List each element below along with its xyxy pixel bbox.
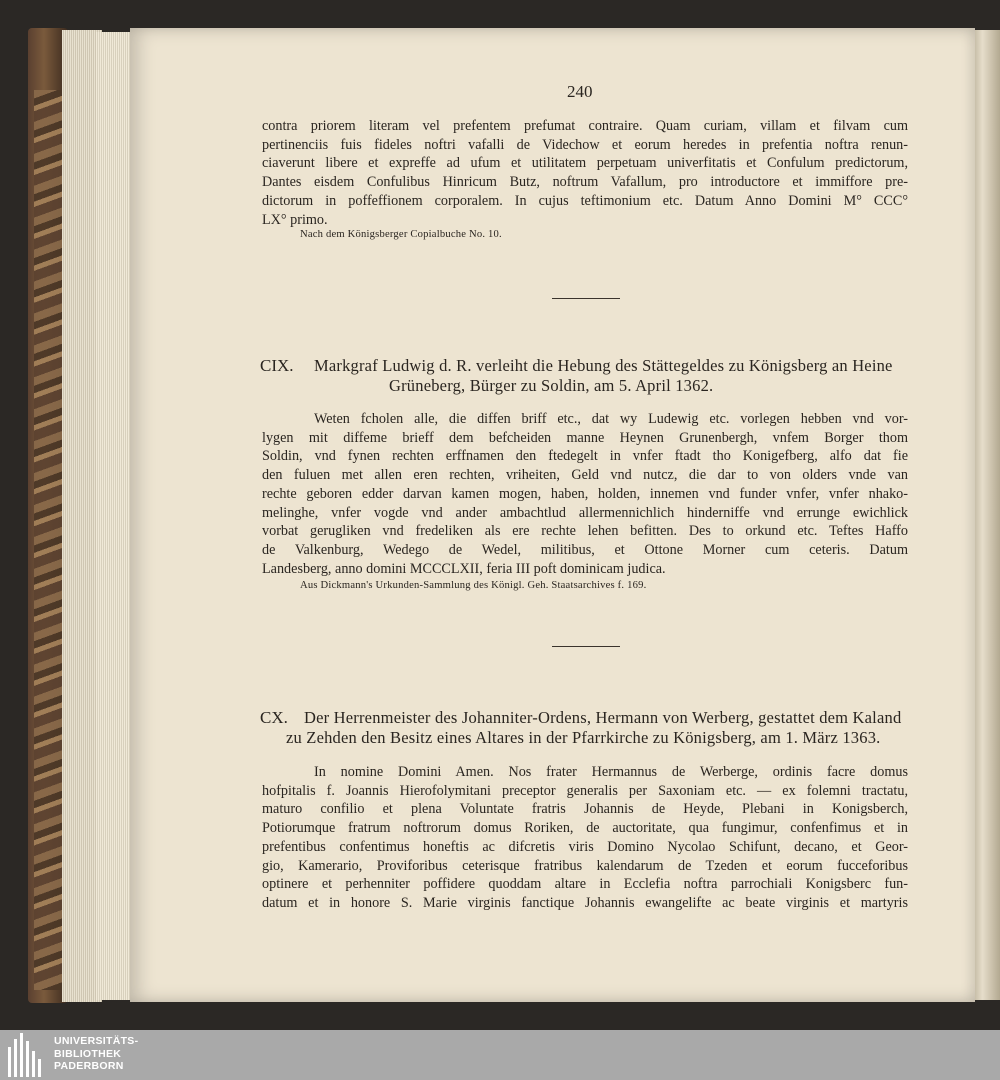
- source-note: Aus Dickmann's Urkunden-Sammlung des Königl. Geh. Staatsarchives f. 169.: [300, 580, 647, 591]
- document-body: [262, 763, 908, 913]
- text-line: In nomine Domini Amen. Nos frater Hermannus de Werberge, ordinis facre domus: [314, 764, 908, 780]
- text-line: prefentibus confentimus honeftis ac difcretis viris Domino Nycolao Schifunt, decano, et Geor-: [262, 838, 908, 855]
- text-line: lygen mit diffeme brieff dem befcheiden manne Heynen Grunenbergh, vnfem Borger thom: [262, 429, 908, 446]
- text-line: optinere et perhenniter poffidere quoddam altare in Ecclefia noftra parrochiali Konigsberc fun-: [262, 876, 908, 893]
- library-logo-icon: [8, 1033, 50, 1077]
- text-line: Dantes eisdem Confulibus Hinricum Butz, noftrum Vafallum, pro introductore et immiffore pre-: [262, 174, 908, 191]
- document-heading-line-1: Markgraf Ludwig d. R. verleiht die Hebung des Stättegeldes zu Königsberg an Heine: [314, 356, 893, 375]
- text-line: datum et in honore S. Marie virginis fanctique Johannis ewangelifte ac beate virginis et martyris: [262, 894, 908, 911]
- text-line: ciaverunt libere et expreffe ad ufum et utilitatem perpetuam univerfitatis et Confulum predictorum,: [262, 155, 908, 172]
- text-line: den fuluen met allen eren rechten, vriheiten, Geld vnd nutcz, die dar to von olders vnde van: [262, 467, 908, 484]
- text-line: LX° primo.: [262, 211, 328, 228]
- library-name: [54, 1035, 138, 1073]
- document-heading-line-2: Grüneberg, Bürger zu Soldin, am 5. April 1362.: [389, 376, 714, 395]
- text-line: vorbat gerugliken vnd fredeliken als ere rechte lehen befitten. Des to orkund etc. Teftes Haffo: [262, 523, 908, 540]
- source-note: Nach dem Königsberger Copialbuche No. 10.: [300, 229, 502, 240]
- marbled-cover: [34, 90, 62, 990]
- text-line: maturo confilio et plena Voluntate fratris Johannis de Heyde, Plebani in Konigsberch,: [262, 801, 908, 818]
- document-heading-line-2: zu Zehden den Besitz eines Altares in der Pfarrkirche zu Königsberg, am 1. März 1363.: [286, 728, 881, 747]
- section-divider: [552, 298, 620, 299]
- page-block-edge-inner: [96, 32, 132, 1000]
- facing-page-edge: [975, 30, 1000, 1000]
- document-heading-line-1: Der Herrenmeister des Johanniter-Ordens, Hermann von Werberg, gestattet dem Kaland: [304, 708, 902, 727]
- text-line: Potiorumque fratrum noftrorum domus Roriken, de auctoritate, qua fungimur, confenfimus et in: [262, 820, 908, 837]
- text-line: hofpitalis f. Joannis Hierofolymitani preceptor generalis per Saxoniam etc. — ex folemni tractatu,: [262, 782, 908, 799]
- library-name-line-1: UNIVERSITÄTS-: [54, 1035, 139, 1047]
- text-line: dictorum in poffeffionem corporalem. In cujus teftimonium etc. Datum Anno Domini M° CCC°: [262, 192, 908, 209]
- text-line: Weten fcholen alle, die diffen briff etc., dat wy Ludewig etc. vorlegen hebben vnd vor-: [314, 411, 908, 427]
- paragraph-continuation: [262, 117, 908, 229]
- text-line: gio, Kamerario, Proviforibus ceterisque fratribus kalendarum de Tzeden et eorum fucceforibus: [262, 857, 908, 874]
- library-name-line-3: PADERBORN: [54, 1060, 124, 1072]
- text-line: Soldin, vnd fynen rechten erffnamen den ftedegelt in vnfer ftadt tho Konigefberg, alfo dat fie: [262, 448, 908, 465]
- text-line: contra priorem literam vel prefentem prefumat contraire. Quam curiam, villam et filvam cum: [262, 118, 908, 134]
- section-divider: [552, 646, 620, 647]
- library-footer-bar: [0, 1030, 1000, 1080]
- text-line: pertinenciis fuis fideles noftri vafalli de Videchow et eorum heredes in prefentia noftra renun-: [262, 136, 908, 153]
- document-body: [262, 410, 908, 578]
- document-number: CIX.: [260, 356, 294, 375]
- text-line: Landesberg, anno domini MCCCLXII, feria III poft dominicam judica.: [262, 560, 666, 577]
- text-line: de Valkenburg, Wedego de Wedel, militibus, et Ottone Morner cum ceteris. Datum: [262, 541, 908, 558]
- document-number: CX.: [260, 708, 288, 727]
- text-line: rechte geboren edder darvan kamen mogen, haben, holden, innemen vnd funder vnfer, vnfer nhako-: [262, 485, 908, 502]
- text-line: melinghe, vnfer vogde vnd ander ambachtlud allermennichlich hinderniffe vnd errunge ewichlick: [262, 504, 908, 521]
- page-number: 240: [567, 82, 593, 101]
- library-name-line-2: BIBLIOTHEK: [54, 1047, 122, 1060]
